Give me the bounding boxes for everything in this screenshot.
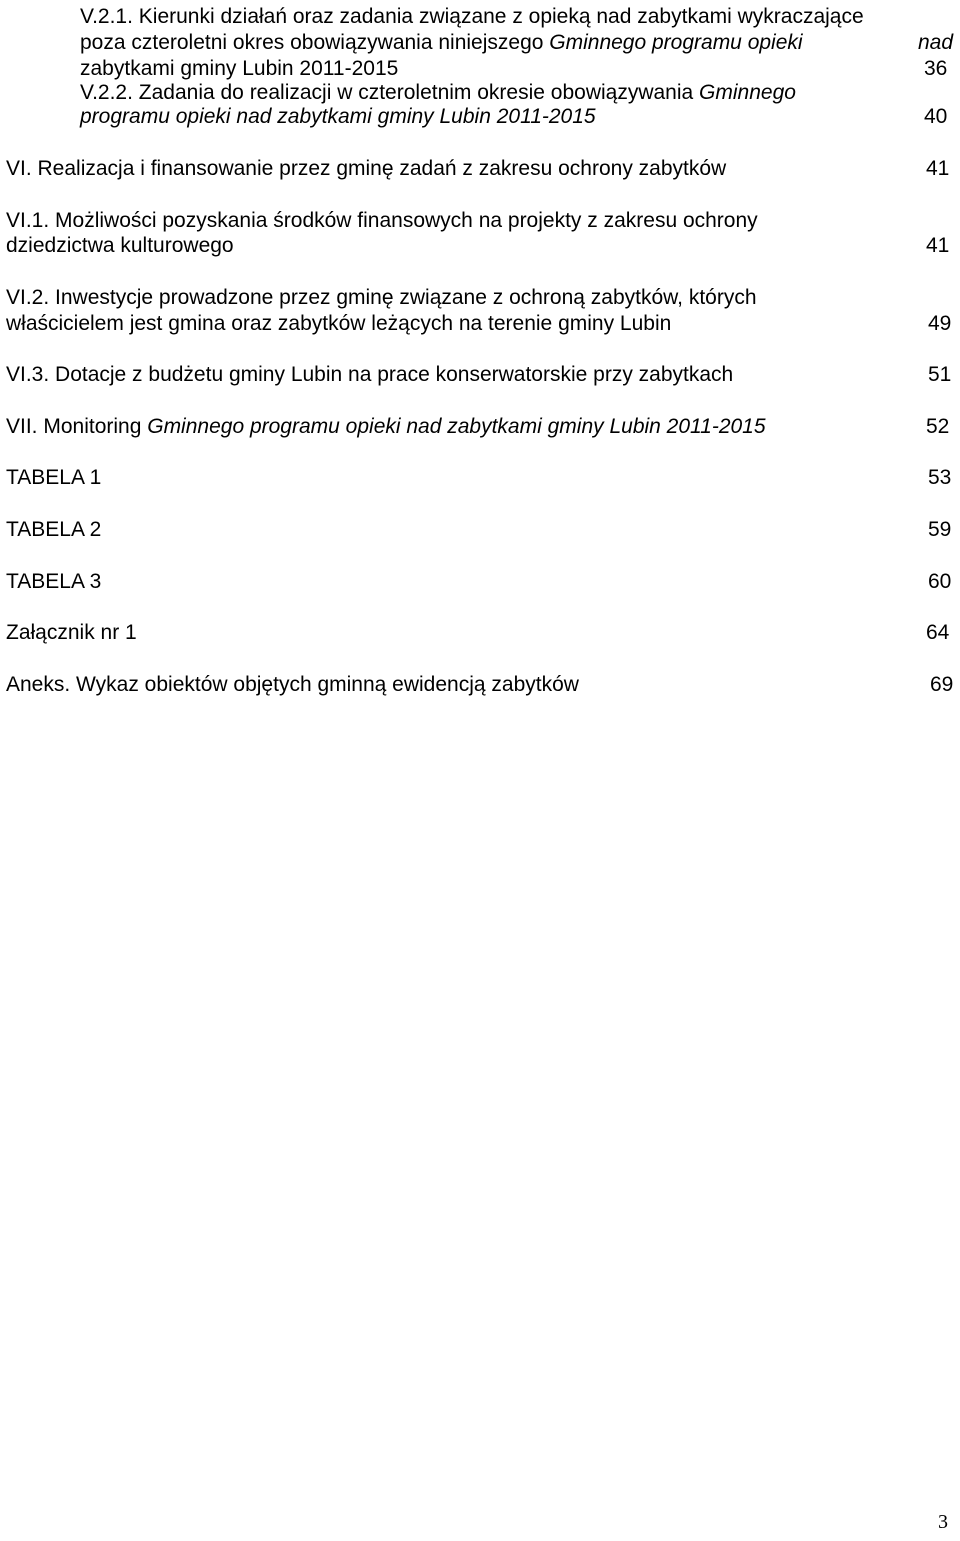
toc-page-number: 41 <box>926 157 950 180</box>
toc-entry-text: VI.3. Dotacje z budżetu gminy Lubin na prace konserwatorskie przy zabytkach <box>6 363 734 386</box>
toc-entry-text: V.2.2. Zadania do realizacji w czteroletnim okresie obowiązywania <box>80 81 700 104</box>
toc-page-number: 60 <box>928 570 952 593</box>
toc-entry-title-italic: Gminnego <box>699 81 796 104</box>
toc-entry-text: V.2.1. Kierunki działań oraz zadania związane z opieką nad zabytkami wykraczające <box>80 5 864 28</box>
toc-page-number: 64 <box>926 621 950 644</box>
toc-entry-tabela-2 <box>0 517 960 543</box>
toc-page-number: 40 <box>924 105 948 128</box>
toc-entry-title-italic: nad <box>918 31 954 54</box>
toc-entry-vi2-line-1 <box>0 285 960 311</box>
toc-entry-v21-line-1 <box>0 4 960 30</box>
toc-entry-title-italic: Gminnego programu opieki <box>549 31 803 54</box>
toc-page-number: 41 <box>926 234 950 257</box>
toc-entry-text: VI.2. Inwestycje prowadzone przez gminę związane z ochroną zabytków, których <box>6 286 757 309</box>
toc-entry-text: dziedzictwa kulturowego <box>6 234 234 257</box>
toc-entry-text: TABELA 3 <box>6 570 102 593</box>
toc-entry-text: Załącznik nr 1 <box>6 621 137 644</box>
toc-page-number: 49 <box>928 312 952 335</box>
toc-entry-tabela-3 <box>0 569 960 595</box>
toc-page-number: 51 <box>928 363 952 386</box>
toc-entry-v21-line-3 <box>0 56 960 82</box>
toc-entry-vi3 <box>0 362 960 388</box>
toc-page-number: 53 <box>928 466 952 489</box>
toc-entry-vi1-line-2 <box>0 233 960 259</box>
toc-entry-text: VI. Realizacja i finansowanie przez gminę zadań z zakresu ochrony zabytków <box>6 157 727 180</box>
toc-entry-vi2-line-2 <box>0 311 960 337</box>
toc-entry-v22-line-2 <box>0 104 960 130</box>
toc-page-number: 36 <box>924 57 948 80</box>
toc-entry-text: VII. Monitoring <box>6 415 148 438</box>
footer-page-number: 3 <box>938 1511 948 1533</box>
toc-entry-title-italic: Gminnego programu opieki nad zabytkami gminy Lubin 2011-2015 <box>147 415 766 438</box>
toc-page-number: 69 <box>930 673 954 696</box>
toc-entry-title-italic: programu opieki nad zabytkami gminy Lubin 2011-2015 <box>80 105 596 128</box>
toc-entry-v21-line-2 <box>0 30 960 56</box>
toc-entry-zalacznik <box>0 620 960 646</box>
toc-page-number: 59 <box>928 518 952 541</box>
toc-entry-text: TABELA 2 <box>6 518 102 541</box>
toc-entry-aneks <box>0 672 960 698</box>
toc-entry-vi <box>0 156 960 182</box>
toc-entry-v22-line-1 <box>0 80 960 106</box>
toc-entry-text: TABELA 1 <box>6 466 102 489</box>
toc-entry-text: zabytkami gminy Lubin 2011-2015 <box>80 57 399 80</box>
toc-entry-vii <box>0 414 960 440</box>
toc-entry-tabela-1 <box>0 465 960 491</box>
toc-entry-vi1-line-1 <box>0 208 960 234</box>
toc-entry-text: poza czteroletni okres obowiązywania niniejszego <box>80 31 550 54</box>
toc-entry-text: VI.1. Możliwości pozyskania środków finansowych na projekty z zakresu ochrony <box>6 209 758 232</box>
toc-entry-text: Aneks. Wykaz obiektów objętych gminną ewidencją zabytków <box>6 673 579 696</box>
toc-entry-text: właścicielem jest gmina oraz zabytków leżących na terenie gminy Lubin <box>6 312 672 335</box>
toc-page-number: 52 <box>926 415 950 438</box>
